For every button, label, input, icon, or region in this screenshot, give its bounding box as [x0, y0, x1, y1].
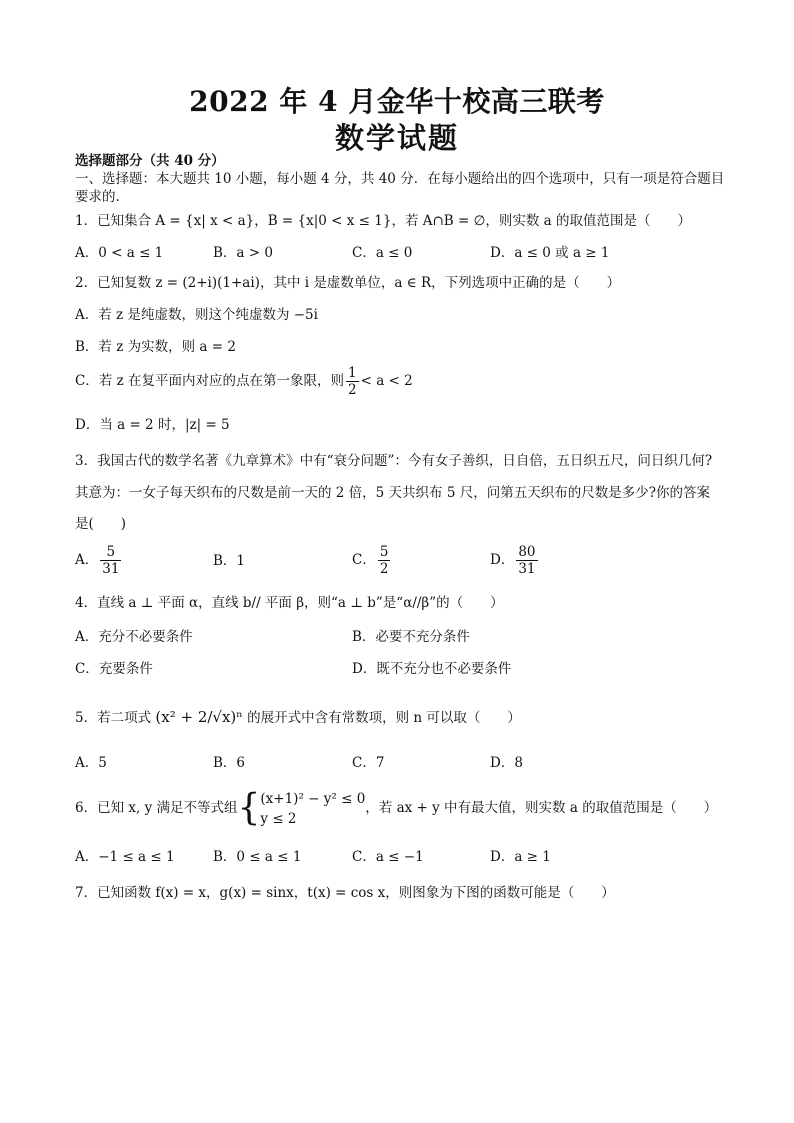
- question-7-stem: 7．已知函数 f(x) = x，g(x) = sinx，t(x) = cos x，则图象为下图的函数可能是（ ）: [75, 885, 615, 901]
- q6-inequality-1: (x+1)² − y² ≤ 0: [260, 790, 366, 807]
- q4-option-c: C．充要条件: [75, 661, 153, 677]
- q4-option-d: D．既不充分也不必要条件: [352, 661, 512, 677]
- question-1-stem: 1．已知集合 A = {x| x < a}，B = {x|0 < x ≤ 1}，若 A∩B = ∅，则实数 a 的取值范围是（ ）: [75, 213, 692, 229]
- q6-option-a: A．−1 ≤ a ≤ 1: [75, 849, 175, 865]
- fraction-denominator: 31: [518, 561, 536, 577]
- instructions-line-1: 一、选择题：本大题共 10 小题，每小题 4 分，共 40 分．在每小题给出的四个选项中，只有一项是符合题目: [75, 171, 725, 187]
- q6-stem-suffix: ，若 ax + y 中有最大值，则实数 a 的取值范围是（ ）: [365, 800, 718, 816]
- q4-option-a: A．充分不必要条件: [75, 629, 193, 645]
- q6-option-b: B．0 ≤ a ≤ 1: [213, 849, 302, 865]
- q6-inequality-2: y ≤ 2: [260, 810, 297, 827]
- q2-option-d: D．当 a = 2 时，|z| = 5: [75, 417, 230, 433]
- q5-option-d: D．8: [490, 755, 523, 771]
- q1-option-d: D．a ≤ 0 或 a ≥ 1: [490, 245, 610, 261]
- q3-option-d: [490, 544, 540, 577]
- fraction-denominator: 31: [102, 561, 120, 577]
- q6-stem-prefix: 6．已知 x, y 满足不等式组: [75, 800, 238, 816]
- q5-stem-prefix: 5．若二项式: [75, 710, 152, 726]
- q1-option-a: A．0 < a ≤ 1: [75, 245, 164, 261]
- q3-option-c-fraction: [378, 544, 391, 577]
- q6-inequality-system: [260, 789, 365, 829]
- question-2-stem: 2．已知复数 z = (2+i)(1+ai)，其中 i 是虚数单位，a ∈ R，下列选项中正确的是（ ）: [75, 275, 621, 291]
- q6-option-d: D．a ≥ 1: [490, 849, 551, 865]
- q1-option-b: B．a > 0: [213, 245, 273, 261]
- fraction-numerator: 5: [379, 544, 389, 560]
- question-6-stem: [75, 786, 717, 831]
- fraction-denominator: 2: [379, 561, 389, 577]
- q6-option-c: C．a ≤ −1: [352, 849, 424, 865]
- section-heading: 选择题部分（共 40 分）: [75, 153, 225, 169]
- option-label: C．: [352, 552, 376, 568]
- q1-option-c: C．a ≤ 0: [352, 245, 413, 261]
- exam-subtitle: 数学试题: [334, 121, 459, 155]
- q5-option-c: C．7: [352, 755, 385, 771]
- option-label: D．: [490, 552, 515, 568]
- instructions-line-2: 要求的.: [75, 189, 120, 205]
- q2-option-c-text: C．若 z 在复平面内对应的点在第一象限，则: [75, 373, 345, 389]
- q4-option-b: B．必要不充分条件: [352, 629, 470, 645]
- question-5-stem: [75, 698, 521, 737]
- q2-option-b: B．若 z 为实数，则 a = 2: [75, 339, 236, 355]
- q2-option-c: [75, 364, 413, 398]
- q2-option-c-bound: < a < 2: [360, 373, 413, 389]
- q2-option-c-fraction: [346, 365, 359, 398]
- q3-option-a: [75, 544, 123, 577]
- question-3-line-2: 其意为：一女子每天织布的尺数是前一天的 2 倍，5 天共织布 5 尺，问第五天织布的尺数是多少?你的答案: [75, 485, 710, 501]
- fraction-numerator: 1: [348, 365, 357, 381]
- fraction-numerator: 80: [518, 544, 536, 560]
- brace-symbol: {: [237, 787, 261, 829]
- option-label: A．: [75, 552, 99, 568]
- q5-binomial-expression: (x² + 2/√x)ⁿ: [155, 708, 243, 726]
- q3-option-b: B．1: [213, 553, 246, 569]
- question-3-line-3: 是( ): [75, 516, 127, 532]
- q2-option-a: A．若 z 是纯虚数，则这个纯虚数为 −5i: [75, 307, 318, 323]
- q3-option-c: [352, 544, 392, 577]
- q3-option-a-fraction: [100, 544, 121, 577]
- question-4-stem: 4．直线 a ⊥ 平面 α，直线 b// 平面 β，则“a ⊥ b”是“α//β”的（ ）: [75, 595, 504, 611]
- q3-option-d-fraction: [516, 544, 537, 577]
- exam-title: 2022 年 4 月金华十校高三联考: [189, 85, 605, 118]
- q5-option-a: A．5: [75, 755, 107, 771]
- q5-option-b: B．6: [213, 755, 246, 771]
- fraction-numerator: 5: [100, 544, 121, 561]
- fraction-denominator: 2: [348, 382, 357, 398]
- q5-stem-suffix: 的展开式中含有常数项，则 n 可以取（ ）: [247, 710, 521, 726]
- question-3-line-1: 3．我国古代的数学名著《九章算术》中有“衰分问题”：今有女子善织，日自倍，五日织五尺，问日织几何?: [75, 453, 713, 469]
